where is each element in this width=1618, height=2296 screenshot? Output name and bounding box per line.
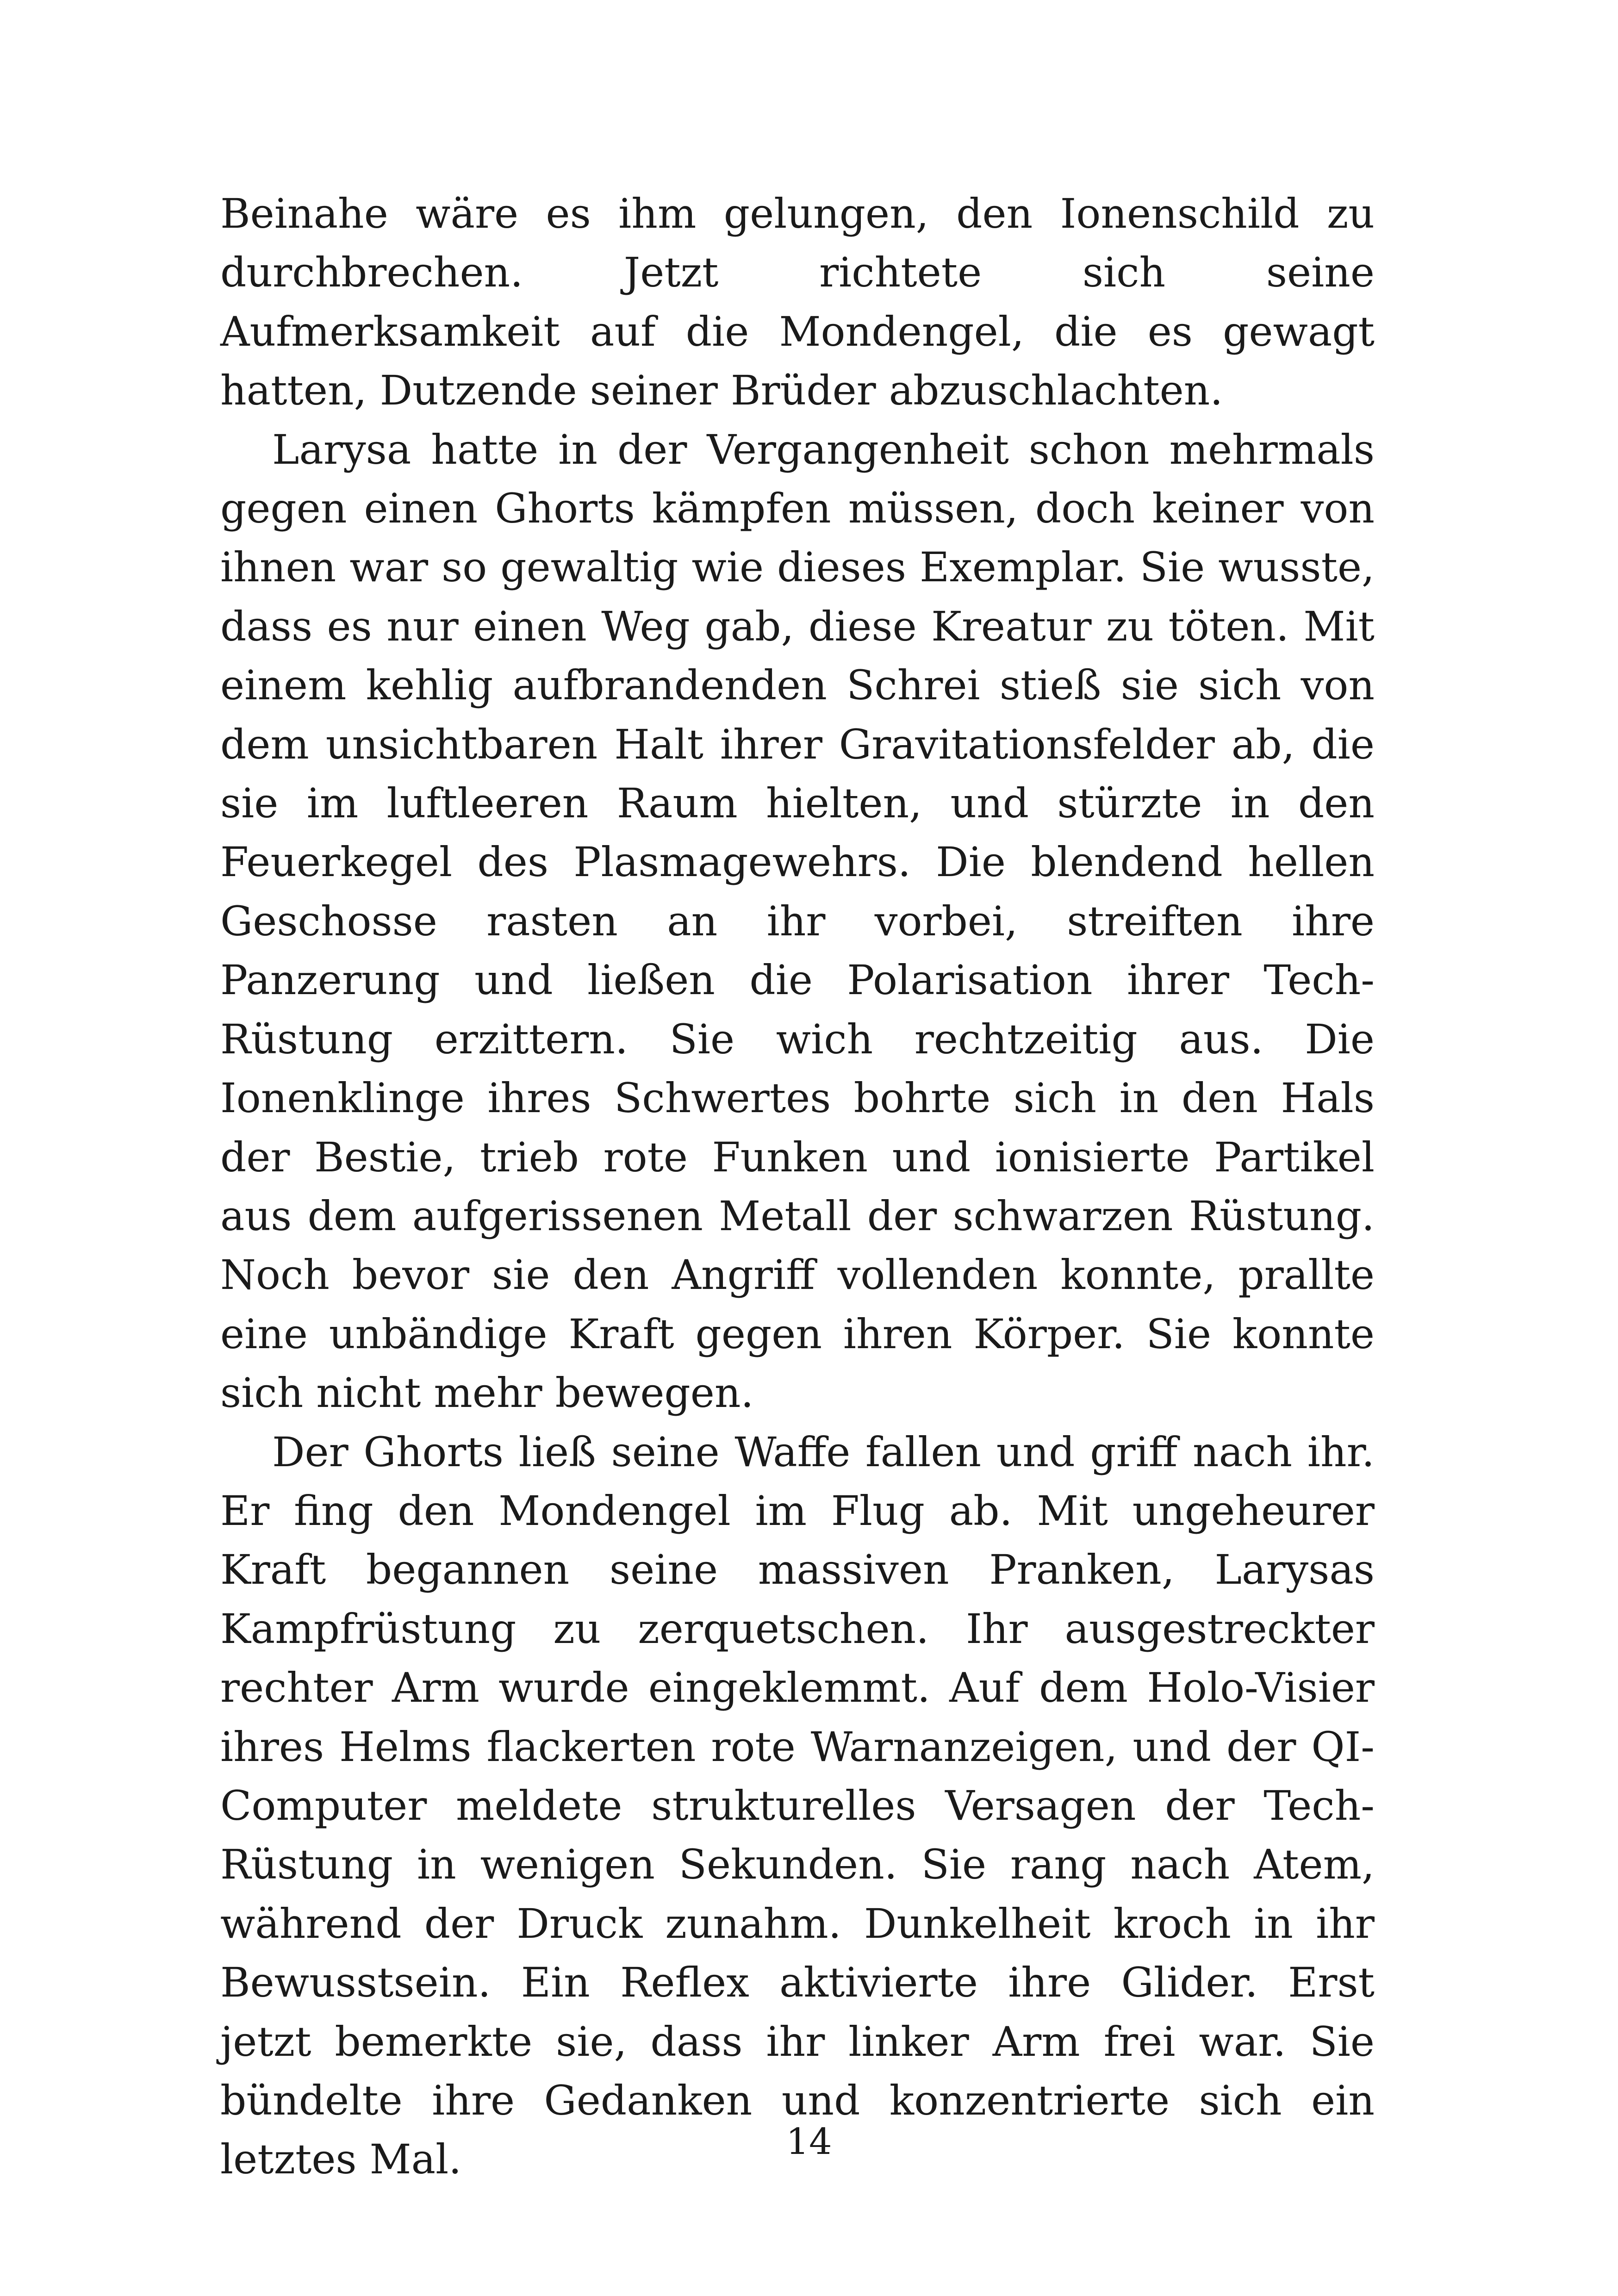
page-number: 14 [786, 2121, 832, 2163]
paragraph-1: Beinahe wäre es ihm gelungen, den Ionenschild zu durchbrechen. Jetzt richtete sich seine Aufmerksamkeit auf die Mondengel, die es gewagt hatten, Dutzende seiner Brüder abzuschlachten. [220, 190, 1375, 415]
paragraph-3: Der Ghorts ließ seine Waffe fallen und griff nach ihr. Er fing den Mondengel im Flug ab. Mit ungeheurer Kraft begannen seine massiven Pranken, Larysas Kampfrüstung zu zerquetschen. Ihr ausgestreckter rechter Arm wurde eingeklemmt. Auf dem Holo-Visier ihres Helms flackerten rote Warnanzeigen, und der QI-Computer meldete strukturelles Versagen der Tech-Rüstung in wenigen Sekunden. Sie rang nach Atem, während der Druck zunahm. Dunkelheit kroch in ihr Bewusstsein. Ein Reflex aktivierte ihre Glider. Erst jetzt bemerkte sie, dass ihr linker Arm frei war. Sie bündelte ihre Gedanken und konzentrierte sich ein letztes Mal. [220, 1428, 1375, 2184]
body-text [220, 184, 1375, 2189]
paragraph-2: Larysa hatte in der Vergangenheit schon mehrmals gegen einen Ghorts kämpfen müssen, doch keiner von ihnen war so gewaltig wie dieses Exemplar. Sie wusste, dass es nur einen Weg gab, diese Kreatur zu töten. Mit einem kehlig aufbrandenden Schrei stieß sie sich von dem unsichtbaren Halt ihrer Gravitationsfelder ab, die sie im luftleeren Raum hielten, und stürzte in den Feuerkegel des Plasmagewehrs. Die blendend hellen Geschosse rasten an ihr vorbei, streiften ihre Panzerung und ließen die Polarisation ihrer Tech-Rüstung erzittern. Sie wich rechtzeitig aus. Die Ionenklinge ihres Schwertes bohrte sich in den Hals der Bestie, trieb rote Funken und ionisierte Partikel aus dem aufgerissenen Metall der schwarzen Rüstung. Noch bevor sie den Angriff vollenden konnte, prallte eine unbändige Kraft gegen ihren Körper. Sie konnte sich nicht mehr bewegen. [220, 425, 1375, 1417]
